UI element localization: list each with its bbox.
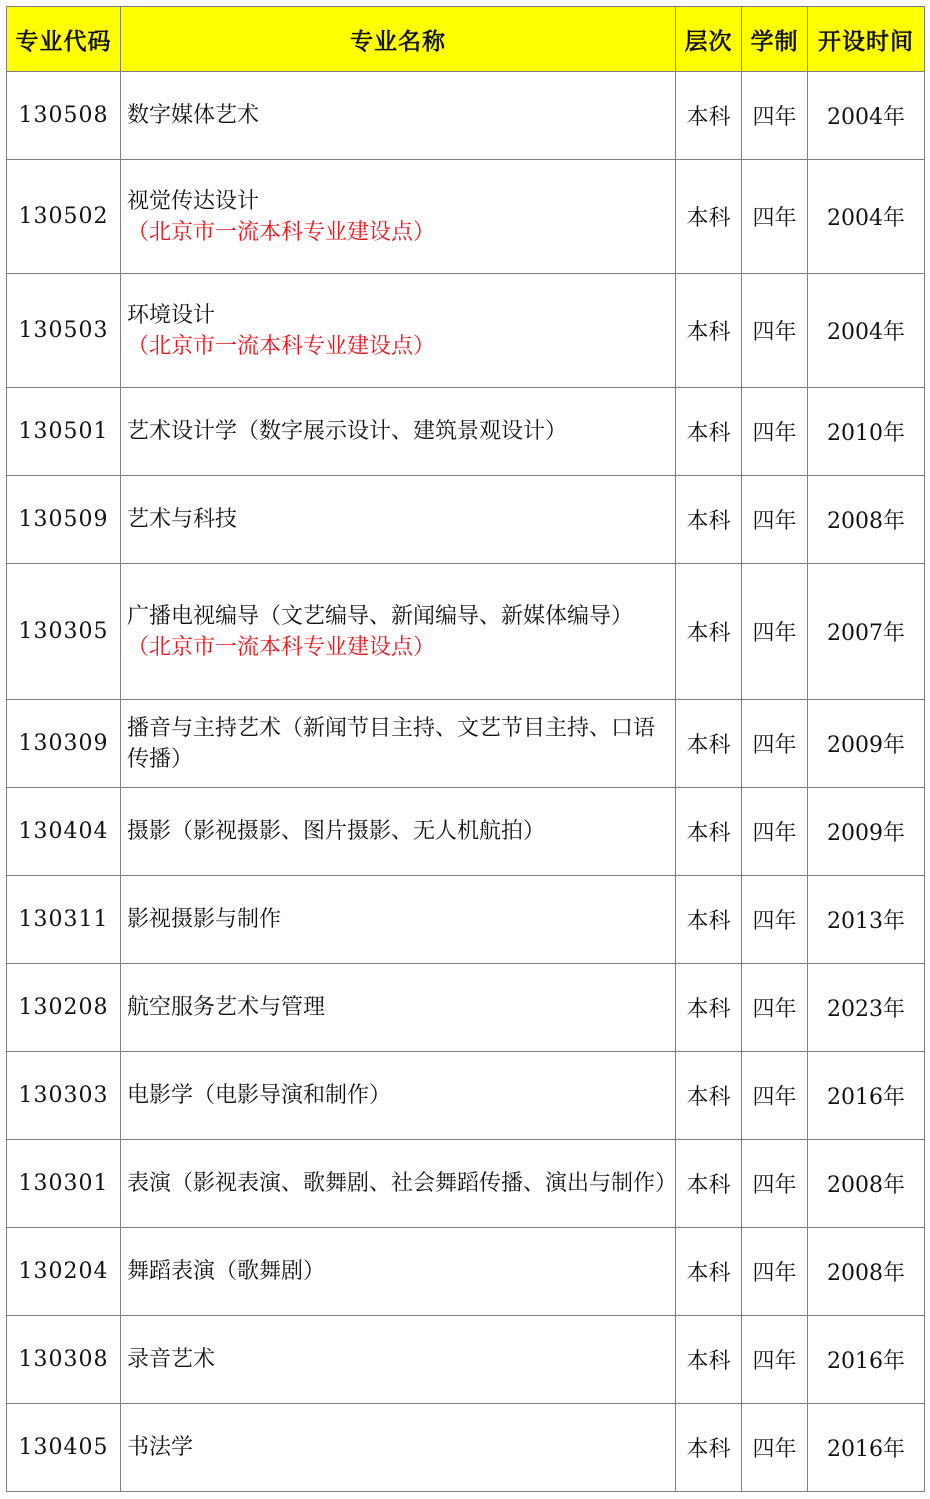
major-name: 航空服务艺术与管理 (127, 995, 326, 1020)
table-row (7, 274, 925, 388)
year-cell: 2007年 (808, 564, 925, 700)
major-name: 艺术设计学（数字展示设计、建筑景观设计） (127, 419, 568, 444)
major-name-cell (121, 274, 676, 388)
major-name-cell (121, 876, 676, 964)
major-code-cell: 130502 (7, 160, 121, 274)
year-cell: 2008年 (808, 1228, 925, 1316)
major-name-cell (121, 1052, 676, 1140)
major-name: 电影学（电影导演和制作） (127, 1083, 392, 1108)
major-code-cell: 130305 (7, 564, 121, 700)
level-cell: 本科 (676, 700, 742, 788)
year-cell: 2016年 (808, 1052, 925, 1140)
duration-cell: 四年 (742, 274, 808, 388)
table-row (7, 388, 925, 476)
major-name: 视觉传达设计 (127, 188, 260, 214)
level-cell: 本科 (676, 72, 742, 160)
duration-cell: 四年 (742, 388, 808, 476)
table-row (7, 564, 925, 700)
header-code: 专业代码 (7, 7, 121, 72)
major-name-cell (121, 72, 676, 160)
table-row (7, 876, 925, 964)
major-code-cell: 130508 (7, 72, 121, 160)
table-row (7, 72, 925, 160)
header-year: 开设时间 (808, 7, 925, 72)
major-name-cell (121, 388, 676, 476)
majors-table-container (6, 6, 925, 1492)
major-code-cell: 130308 (7, 1316, 121, 1404)
duration-cell: 四年 (742, 788, 808, 876)
table-row (7, 1140, 925, 1228)
table-row (7, 1316, 925, 1404)
level-cell: 本科 (676, 964, 742, 1052)
table-row (7, 964, 925, 1052)
duration-cell: 四年 (742, 964, 808, 1052)
major-code-cell: 130501 (7, 388, 121, 476)
year-cell: 2016年 (808, 1404, 925, 1492)
major-code-cell: 130311 (7, 876, 121, 964)
major-code-cell: 130208 (7, 964, 121, 1052)
level-cell: 本科 (676, 160, 742, 274)
major-name-cell (121, 788, 676, 876)
major-code-cell: 130301 (7, 1140, 121, 1228)
duration-cell: 四年 (742, 1140, 808, 1228)
major-code-cell: 130503 (7, 274, 121, 388)
major-code-cell: 130405 (7, 1404, 121, 1492)
major-honor-note: （北京市一流本科专业建设点） (127, 634, 436, 660)
table-row (7, 476, 925, 564)
year-cell: 2004年 (808, 160, 925, 274)
level-cell: 本科 (676, 1316, 742, 1404)
year-cell: 2023年 (808, 964, 925, 1052)
table-row (7, 700, 925, 788)
duration-cell: 四年 (742, 72, 808, 160)
header-level: 层次 (676, 7, 742, 72)
major-code-cell: 130309 (7, 700, 121, 788)
duration-cell: 四年 (742, 160, 808, 274)
year-cell: 2004年 (808, 274, 925, 388)
table-row (7, 788, 925, 876)
major-name: 书法学 (127, 1435, 194, 1460)
major-code-cell: 130404 (7, 788, 121, 876)
level-cell: 本科 (676, 1140, 742, 1228)
major-name: 表演（影视表演、歌舞剧、社会舞蹈传播、演出与制作） (127, 1171, 678, 1196)
major-name-cell (121, 964, 676, 1052)
duration-cell: 四年 (742, 1316, 808, 1404)
major-name-cell (121, 1140, 676, 1228)
level-cell: 本科 (676, 788, 742, 876)
year-cell: 2004年 (808, 72, 925, 160)
table-body (7, 72, 925, 1492)
duration-cell: 四年 (742, 700, 808, 788)
major-name-cell (121, 700, 676, 788)
major-honor-note: （北京市一流本科专业建设点） (127, 219, 436, 245)
header-duration: 学制 (742, 7, 808, 72)
level-cell: 本科 (676, 1404, 742, 1492)
duration-cell: 四年 (742, 564, 808, 700)
duration-cell: 四年 (742, 1052, 808, 1140)
year-cell: 2008年 (808, 476, 925, 564)
duration-cell: 四年 (742, 476, 808, 564)
duration-cell: 四年 (742, 876, 808, 964)
major-honor-note: （北京市一流本科专业建设点） (127, 333, 436, 359)
major-name: 广播电视编导（文艺编导、新闻编导、新媒体编导） (127, 603, 634, 629)
table-row (7, 1404, 925, 1492)
major-name-cell (121, 1228, 676, 1316)
major-name: 数字媒体艺术 (127, 103, 260, 128)
major-name: 摄影（影视摄影、图片摄影、无人机航拍） (127, 819, 546, 844)
major-name-cell (121, 564, 676, 700)
table-row (7, 1052, 925, 1140)
major-name: 环境设计 (127, 302, 216, 328)
level-cell: 本科 (676, 1228, 742, 1316)
level-cell: 本科 (676, 274, 742, 388)
level-cell: 本科 (676, 388, 742, 476)
year-cell: 2008年 (808, 1140, 925, 1228)
major-name: 影视摄影与制作 (127, 907, 282, 932)
major-name: 播音与主持艺术（新闻节目主持、文艺节目主持、口语传播） (127, 715, 656, 772)
header-name: 专业名称 (121, 7, 676, 72)
year-cell: 2016年 (808, 1316, 925, 1404)
major-code-cell: 130509 (7, 476, 121, 564)
header-row (7, 7, 925, 72)
year-cell: 2010年 (808, 388, 925, 476)
year-cell: 2009年 (808, 700, 925, 788)
major-name: 舞蹈表演（歌舞剧） (127, 1259, 326, 1284)
level-cell: 本科 (676, 1052, 742, 1140)
major-name-cell (121, 1404, 676, 1492)
level-cell: 本科 (676, 564, 742, 700)
level-cell: 本科 (676, 476, 742, 564)
majors-table (6, 6, 925, 1492)
table-row (7, 160, 925, 274)
major-code-cell: 130303 (7, 1052, 121, 1140)
table-row (7, 1228, 925, 1316)
major-name: 艺术与科技 (127, 507, 238, 532)
year-cell: 2013年 (808, 876, 925, 964)
duration-cell: 四年 (742, 1404, 808, 1492)
year-cell: 2009年 (808, 788, 925, 876)
duration-cell: 四年 (742, 1228, 808, 1316)
major-name-cell (121, 1316, 676, 1404)
major-name: 录音艺术 (127, 1347, 216, 1372)
major-name-cell (121, 160, 676, 274)
level-cell: 本科 (676, 876, 742, 964)
major-name-cell (121, 476, 676, 564)
major-code-cell: 130204 (7, 1228, 121, 1316)
